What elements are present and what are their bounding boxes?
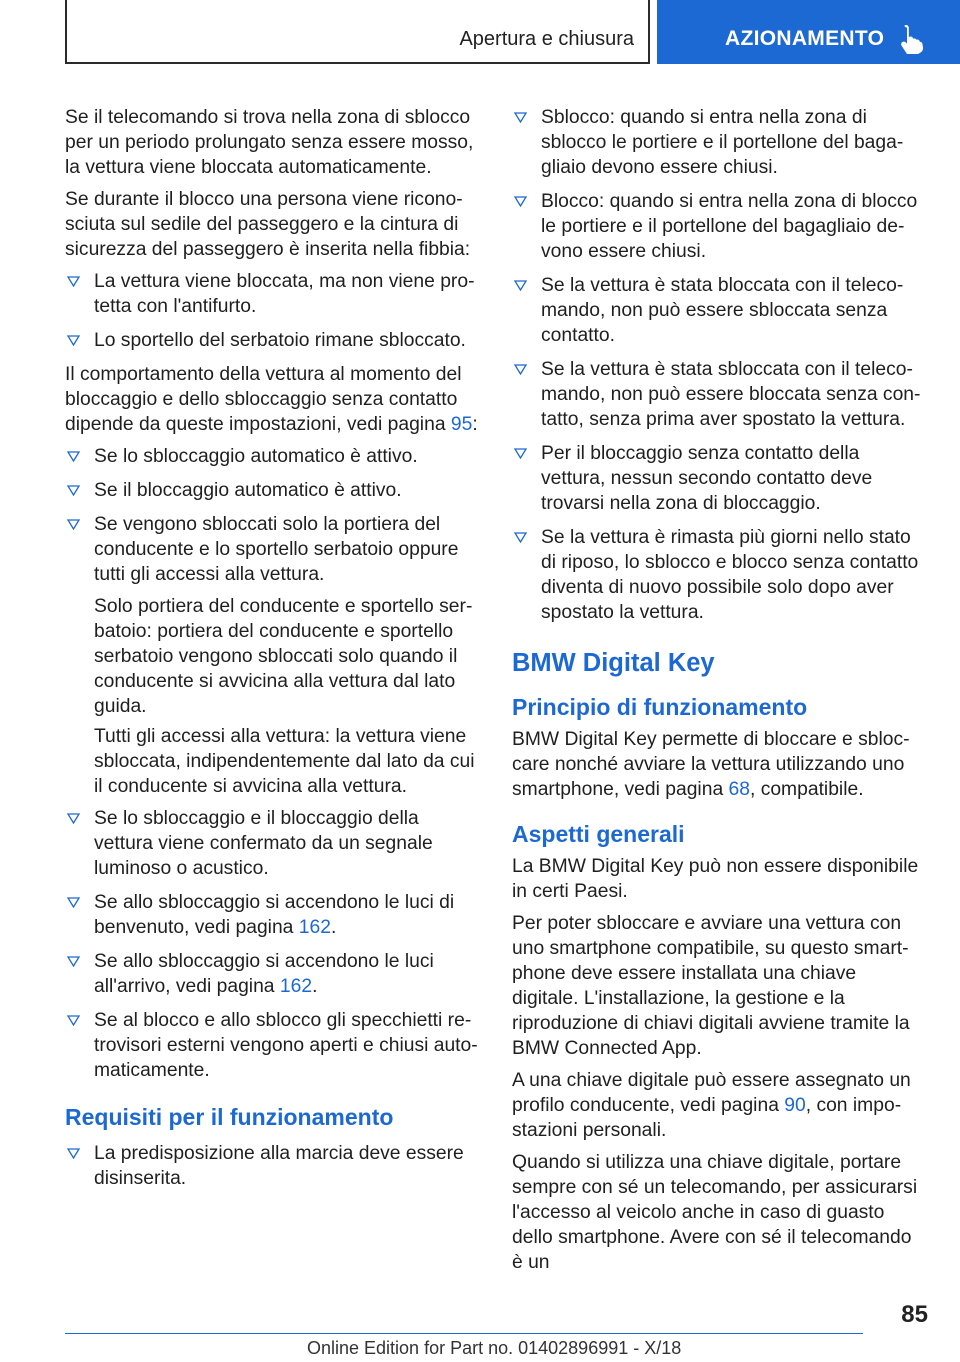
paragraph: La BMW Digital Key può non essere disponibile in certi Paesi.: [512, 856, 919, 902]
section-tab: [65, 0, 650, 64]
bullet-triangle-icon: [67, 451, 80, 462]
sub-paragraph: Tutti gli accessi alla vettura: la vettura viene sbloccata, indipendentemente dal lato da cui il conducente si avvicina alla vettura.: [94, 726, 475, 797]
list-item: Se allo sbloccaggio si accendono le luci di benvenuto, vedi pagina 162.: [65, 890, 480, 940]
bullet-triangle-icon: [67, 519, 80, 530]
chapter-title: AZIONAMENTO: [725, 27, 885, 50]
bullet-triangle-icon: [514, 448, 527, 459]
page-link[interactable]: 90: [784, 1095, 806, 1116]
bullet-triangle-icon: [67, 813, 80, 824]
list-item: Blocco: quando si entra nella zona di blocco le portiere e il portellone del bagagliaio devono essere chiusi.: [512, 189, 927, 264]
chapter-tab: [657, 0, 960, 64]
list-item: Se la vettura è stata bloccata con il telecomando, non può essere sbloccata senza contatto.: [512, 273, 927, 348]
paragraph: A una chiave digitale può essere assegnato un profilo conducente, vedi pagina 90, con impostazioni personali.: [512, 1070, 911, 1141]
bullet-triangle-icon: [514, 280, 527, 291]
right-column: [512, 105, 927, 1282]
list-item: La predisposizione alla marcia deve essere disinserita.: [65, 1141, 480, 1191]
paragraph: Il comportamento della vettura al momento del bloccaggio e dello sbloccaggio senza contatto dipende da queste impostazioni, vedi pagina 95:: [65, 364, 478, 435]
paragraph: Quando si utilizza una chiave digitale, portare sempre con sé un telecomando, per assicurarsi l'accesso al veicolo anche in caso di guasto dello smartphone. Avere con sé il telecomando è un: [512, 1152, 918, 1273]
page-link[interactable]: 162: [279, 976, 313, 997]
page-number: 85: [901, 1301, 928, 1328]
page-header: [65, 0, 960, 66]
bullet-triangle-icon: [514, 196, 527, 207]
page-link[interactable]: 95: [450, 414, 473, 435]
section-heading: Principio di funzionamento: [512, 694, 808, 720]
list-item: Se la vettura è rimasta più giorni nello stato di riposo, lo sblocco e blocco senza contatto diventa di nuovo possibile solo dopo aver spostato la vettura.: [512, 525, 927, 625]
list-item: Se vengono sbloccati solo la portiera del conducente e lo sportello serbatoio oppure tutti gli accessi alla vettura.: [65, 512, 480, 587]
paragraph: Per poter sbloccare e avviare una vettura con uno smartphone compatibile, su questo smartphone deve essere installata una chiave digitale. L'installazione, la gestione e la riproduzione di chiavi digitali avviene tramite la BMW Connected App.: [512, 913, 910, 1059]
list-item: Se allo sbloccaggio si accendono le luci all'arrivo, vedi pagina 162.: [65, 949, 480, 999]
paragraph: Se il telecomando si trova nella zona di sblocco per un periodo prolungato senza essere mosso, la vettura viene bloccata automaticamente.: [65, 107, 474, 178]
section-title: Apertura e chiusura: [459, 28, 634, 50]
hand-pointer-icon: [897, 23, 927, 55]
footer-edition: Online Edition for Part no. 01402896991 - X/18: [307, 1338, 682, 1358]
list-item: La vettura viene bloccata, ma non viene protetta con l'antifurto.: [65, 269, 480, 319]
bullet-triangle-icon: [67, 956, 80, 967]
list-item: Se lo sbloccaggio e il bloccaggio della vettura viene confermato da un segnale luminoso o acustico.: [65, 806, 480, 881]
chapter-heading: BMW Digital Key: [512, 649, 715, 677]
list-item: Se il bloccaggio automatico è attivo.: [65, 478, 480, 503]
list-item: Sblocco: quando si entra nella zona di sblocco le portiere e il portellone del bagagliaio devono essere chiusi.: [512, 105, 927, 180]
section-heading: Aspetti generali: [512, 821, 685, 847]
sub-paragraph: Solo portiera del conducente e sportello serbatoio: portiera del conducente e sportello serbatoio vengono sbloccati solo quando il conducente si avvicina alla vettura dal lato guida.: [94, 596, 473, 717]
page-link[interactable]: 162: [298, 917, 331, 938]
bullet-triangle-icon: [67, 1148, 80, 1159]
bullet-triangle-icon: [67, 897, 80, 908]
bullet-triangle-icon: [67, 335, 80, 346]
list-item: Lo sportello del serbatoio rimane sbloccato.: [65, 328, 480, 353]
section-heading: Requisiti per il funzionamento: [65, 1104, 394, 1130]
bullet-triangle-icon: [514, 364, 527, 375]
paragraph: BMW Digital Key permette di bloccare e sbloccare nonché avviare la vettura utilizzando uno smartphone, vedi pagina 68, compatibile.: [512, 729, 910, 800]
list-item: Se al blocco e allo sblocco gli specchietti retrovisori esterni vengono aperti e chiusi automaticamente.: [65, 1008, 480, 1083]
bullet-triangle-icon: [67, 1015, 80, 1026]
page-link[interactable]: 68: [728, 779, 750, 800]
bullet-triangle-icon: [514, 532, 527, 543]
bullet-triangle-icon: [67, 485, 80, 496]
bullet-triangle-icon: [67, 276, 80, 287]
list-item: Se lo sbloccaggio automatico è attivo.: [65, 444, 480, 469]
list-item: Se la vettura è stata sbloccata con il telecomando, non può essere bloccata senza contatto, senza prima aver spostato la vettura.: [512, 357, 927, 432]
bullet-triangle-icon: [514, 112, 527, 123]
paragraph: Se durante il blocco una persona viene riconosciuta sul sedile del passeggero e la cintura di sicurezza del passeggero è inserita nella fibbia:: [65, 189, 471, 260]
left-column: [65, 105, 480, 1200]
list-item: Per il bloccaggio senza contatto della vettura, nessun secondo contatto deve trovarsi nella zona di bloccaggio.: [512, 441, 927, 516]
footer-divider: [65, 1333, 863, 1334]
